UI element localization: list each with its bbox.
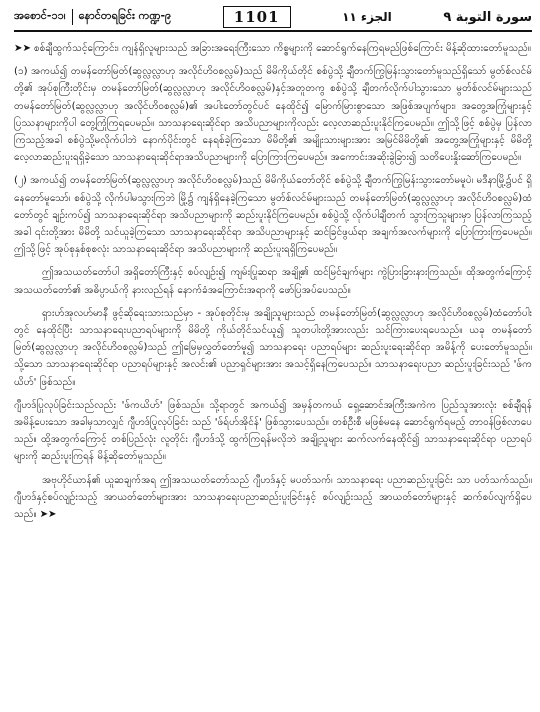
paragraph-2 <box>14 63 532 166</box>
paragraph-4 <box>14 264 532 298</box>
paragraph-3 <box>14 172 532 258</box>
paragraph-text: စစ်ချီထွက်သင့်ကြောင်း၊ ကျန်ရှိလူများသည် အခြားအရေးကြီးသော ကိစ္စများကို ဆောင်ရွက်နေကြရမည်ဖြစ်ကြောင်း မိန့်ဆိုထားတော်မူသည်။ <box>33 43 531 54</box>
juz-label: الجزء ١١ <box>342 10 392 24</box>
continuation-arrow-icon: ➤➤ <box>14 43 31 54</box>
header-left <box>14 9 171 25</box>
paragraph-1 <box>14 40 532 57</box>
page-number: 1101 <box>223 6 291 28</box>
continuation-arrow-icon: ➤➤ <box>39 509 57 521</box>
page-header <box>14 4 532 32</box>
chapter-label: နောင်တရခြင်း ကဏ္ဍ-၉ <box>78 9 172 22</box>
paragraph-text: (၁) အကယ်၍ တမန်တော်မြတ်(ဆွလ္လလ္လာဟု အလိုင်ဟိဝစလ္လမ်)သည် မိမိကိုယ်တိုင် စစ်ပွဲသို့ ချီတက်ကြွမြန်းသွားတော်မူသည်ရှိသော် မွတ်စ်လင်မ်တို့၏ အုပ်စုကြီးတိုင်းမှ တမန်တော်မြတ်(ဆွလ္လလ္လာဟု အလိုင်ဟိဝစလ္လမ်)နှင့်အတူတကွ စစ်ပွဲသို့ ချီတက်လိုက်ပါသွားသော မွတ်စ်လင်မ်များသည် တမန်တော်မြတ်(ဆွလ္လလ္လာဟု အလိုင်ဟိဝစလ္လမ်)၏ အပါးတော်တွင်ပင် နေထိုင်၍ မြောက်မြားစွာသော အဖြစ်အပျက်များ၊ အတွေ့အကြုံများနှင့် ပြဿနာများကိုပါ တွေ့ကြုံကြရပေမည်။ သာသနာရေးဆိုင်ရာ အသိပညာများကိုလည်း လေ့လာဆည်းပူးနိုင်ကြပေမည်။ ဤသို့ဖြင့် စစ်ပွဲမှ ပြန်လာကြသည့်အခါ စစ်ပွဲသို့မလိုက်ပါဘဲ နောက်ပိုင်းတွင် နေရစ်ခဲ့ကြသော မိမိတို့၏ အမျိုးသားများအား အမြင်မိမိတို့၏ အတွေ့အကြုံများနှင့် မိမိတို့လေ့လာဆည်းပူးရရှိခဲ့သော သာသနာရေးဆိုင်ရာအသိပညာများကို ပြောကြားကြပေမည်။ အကောင်းအဆိုးခွဲခြား၍ သတိပေးနှိုးဆော်ကြပေမည်။ <box>14 66 532 164</box>
paragraph-6 <box>14 397 532 466</box>
surah-label: سورة التوبة ٩ <box>443 9 532 25</box>
header-divider <box>72 9 73 25</box>
paragraph-text: ဂျီဟဒ်ပြုလုပ်ခြင်းသည်လည်း 'ဖ်ကယိဟ်' ဖြစ်သည်။ သို့ရာတွင် အကယ်၍ အမှန်တကယ် ရှေ့ဆောင်အကြီးအကဲက ပြည်သူအားလုံး စစ်ချီရန်အမိန့်ပေးသော အခါမှသာလျှင် ဂျီဟဒ်ပြုလုပ်ခြင်း သည် 'ဖ်ရ်ဟ်အိုင်န်' ဖြစ်သွားပေသည်။ တစ်ဦးစီ မဖြစ်မနေ ဆောင်ရွက်ရမည့် တာဝန်ဖြစ်လာပေသည်။ ထို့အတွက်ကြောင့် တစ်ပြည်လုံး လူတိုင်း ဂျီဟဒ်သို့ ထွက်ကြရန်မလိုဘဲ အချို့သူများ ဆက်လက်နေထိုင်၍ သာသနာရေးဆိုင်ရာ ပညာရပ်များကို ဆည်းပူးကြရန် မိန့်ဆိုတော်မူသည်။ <box>14 399 532 463</box>
paragraph-text: (၂) အကယ်၍ တမန်တော်မြတ်(ဆွလ္လလ္လာဟု အလိုင်ဟိဝစလ္လမ်)သည် မိမိကိုယ်တော်တိုင် စစ်ပွဲသို့ ချီတက်ကြွမြန်းသွားတော်မမူပဲ၊ မဒီနာမြို့၌ပင် ရှိနေတော်မူသော်၊ စစ်ပွဲသို့ လိုက်ပါမသွားကြဘဲ မြို့၌ ကျန်ရှိနေခဲ့ကြသော မွတ်စ်လင်မ်များသည် တမန်တော်မြတ်(ဆွလ္လလ္လာဟု အလိုင်ဟိဝစလ္လမ်)ထံတော်တွင် ချဉ်းကပ်၍ သာသနာရေးဆိုင်ရာ အသိပညာများကို ဆည်းပူးနိုင်ကြပေမည်။ စစ်ပွဲသို့ လိုက်ပါချီတက် သွားကြသူများမှာ ပြန်လာကြသည့်အခါ ၎င်းတို့အား မိမိတို့ သင်ယူခဲ့ကြသော သာသနာရေးဆိုင်ရာ အသိပညာများနှင့် ဆင်ခြင်ဖွယ်ရာ အချက်အလက်များကို ပြောကြားကြပေမည်။ ဤသို့ဖြင့် အုပ်စုနှစ်စုစလုံး သာသနာရေးဆိုင်ရာ အသိပညာများကို ဆည်းပူးရရှိကြပေမည်။ <box>14 175 532 256</box>
body-text <box>14 40 532 523</box>
paragraph-text: ရှားဟ်အုလဟ်မာနီ ဖွင့်ဆိုရေးသားသည်မှာ - အုပ်စုတိုင်းမှ အချို့သူများသည် တမန်တော်မြတ်(ဆွလ္လလ္လာဟု အလိုင်ဟိဝစလ္လမ်)ထံတော်ပါးတွင် နေထိုင်ပြီး သာသနာရေးပညာရပ်များကို မိမိတို့ ကိုယ်တိုင်သင်ယူ၍ သူတပါးတို့အားလည်း သင်ကြားပေးရပေသည်။ ယခု တမန်တော်မြတ်(ဆွလ္လလ္လာဟု အလိုင်ဟိဝစလ္လမ်)သည် ဤမြေမှလွှတ်တော်မူ၍ သာသနာရေး ပညာရပ်များ ဆည်းပူးရေးဆိုင်ရာ အမိန့်ကို ပေးတော်မူသည်။ သို့သော သာသနာရေးဆိုင်ရာ ပညာရပ်များနှင့် အလင်း၏ ပညာရှင်များအား အသင့်ရှိနေကြပေသည်။ သာသနာရေးပညာ ဆည်းပူးခြင်းသည် 'ဖ်ကယိဟ်' ဖြစ်သည်။ <box>14 307 532 388</box>
paragraph-text: အဗုဟိုင်ယာန်၏ ယူဆချက်အရ ဤအသယတ်တော်သည် ဂျီဟဒ်နှင့် မပတ်သက်၊ သာသနာရေး ပညာဆည်းပူးခြင်း သာ ပတ်သက်သည်။ ဂျီဟဒ်နှင့်စပ်လျဉ်းသည့် အာယတ်တော်များအား သာသနာရေးပညာဆည်းပူးခြင်းနှင့် စပ်လျဉ်းသည့် အာယတ်တော်များနှင့် ဆက်စပ်လျက်ရှိပေသည်။ <box>14 474 532 521</box>
paragraph-text: ဤအသယတ်တော်ပါ အရှိတော်ကြီးနှင့် စပ်လျဉ်း၍ ကျမ်းပြုဆရာ အချို့၏ ထင်မြင်ချက်များ ကွဲပြားခြားနားကြသည်။ ထိုအတွက်ကြောင့် အသယတ်တော်၏ အဓိပ္ပာယ်ကို နားလည်ရန် နောက်ခံအကြောင်းအရာကို ဖော်ပြအပ်ပေသည်။ <box>14 267 532 296</box>
paragraph-5 <box>14 305 532 391</box>
paragraph-7 <box>14 472 532 524</box>
volume-label: အစောင်-၁၁၊ <box>14 9 66 22</box>
